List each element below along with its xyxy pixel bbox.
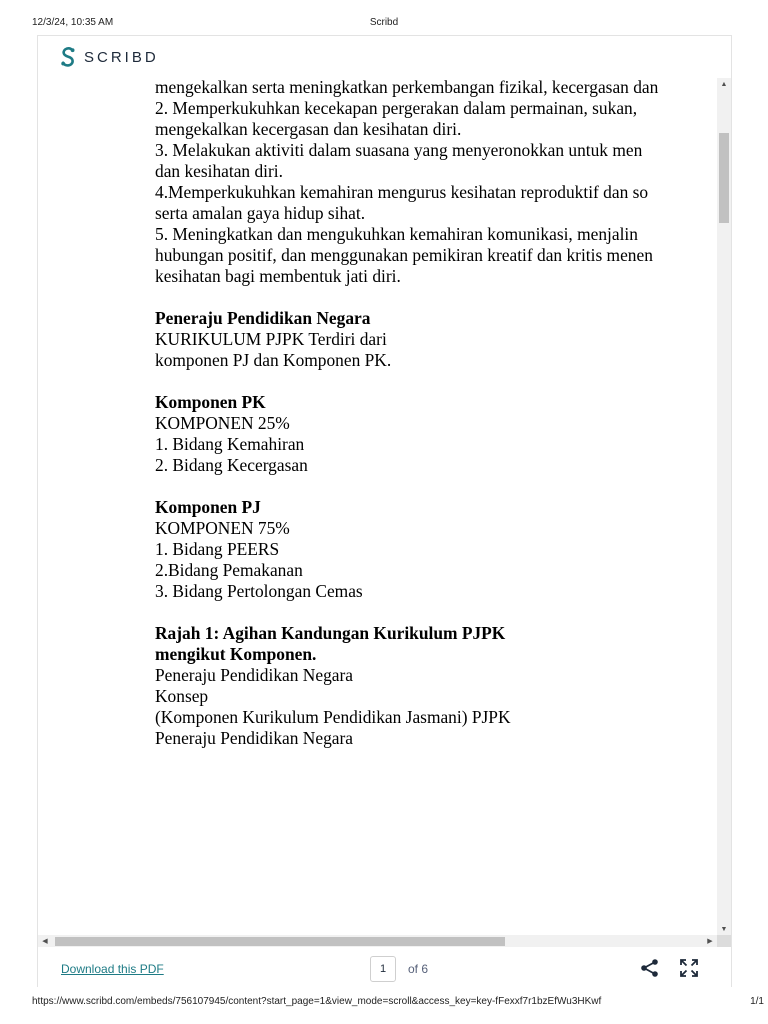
blank-line bbox=[155, 476, 717, 497]
document-line: dan kesihatan diri. bbox=[155, 161, 283, 181]
share-icon bbox=[639, 958, 661, 978]
document-line: 1. Bidang Kemahiran bbox=[155, 434, 305, 454]
document-page bbox=[155, 78, 717, 749]
document-line: Peneraju Pendidikan Negara bbox=[155, 665, 353, 685]
document-viewer[interactable] bbox=[38, 78, 717, 935]
embed-footer bbox=[38, 947, 731, 987]
download-pdf-link[interactable]: Download this PDF bbox=[61, 962, 164, 976]
document-line: 2.Bidang Pemakanan bbox=[155, 560, 303, 580]
page-total: of 6 bbox=[408, 962, 429, 976]
scroll-down-icon[interactable]: ▼ bbox=[720, 925, 728, 933]
page-number-input[interactable]: 1 bbox=[370, 956, 396, 982]
document-heading: mengikut Komponen. bbox=[155, 644, 317, 664]
print-datetime: 12/3/24, 10:35 AM bbox=[32, 17, 114, 28]
scribd-logo[interactable] bbox=[60, 46, 159, 68]
vertical-scroll-thumb[interactable] bbox=[719, 133, 729, 223]
document-heading: Komponen PK bbox=[155, 392, 266, 412]
scroll-up-icon[interactable]: ▲ bbox=[720, 80, 728, 88]
document-line: 2. Bidang Kecergasan bbox=[155, 455, 308, 475]
document-line: serta amalan gaya hidup sihat. bbox=[155, 203, 366, 223]
print-page-count: 1/1 bbox=[750, 996, 764, 1007]
document-line: KOMPONEN 75% bbox=[155, 518, 290, 538]
horizontal-scrollbar[interactable] bbox=[38, 935, 717, 947]
document-line: 2. Memperkukuhkan kecekapan pergerakan dalam permainan, sukan, bbox=[155, 98, 638, 118]
share-button[interactable] bbox=[639, 958, 661, 978]
scroll-left-icon[interactable]: ◀ bbox=[42, 938, 48, 945]
print-title: Scribd bbox=[369, 17, 399, 28]
blank-line bbox=[155, 602, 717, 623]
page-navigator bbox=[370, 956, 428, 982]
document-line: kesihatan bagi membentuk jati diri. bbox=[155, 266, 401, 286]
document-line: 3. Bidang Pertolongan Cemas bbox=[155, 581, 363, 601]
fullscreen-icon bbox=[679, 958, 699, 978]
document-line: 5. Meningkatkan dan mengukuhkan kemahiran komunikasi, menjalin bbox=[155, 224, 638, 244]
scrollbar-corner bbox=[717, 935, 731, 947]
horizontal-scroll-thumb[interactable] bbox=[55, 937, 505, 946]
document-line: KOMPONEN 25% bbox=[155, 413, 290, 433]
scribd-embed bbox=[37, 35, 732, 987]
document-line: 1. Bidang PEERS bbox=[155, 539, 280, 559]
document-line: 4.Memperkukuhkan kemahiran mengurus kesihatan reproduktif dan so bbox=[155, 182, 649, 202]
print-url: https://www.scribd.com/embeds/756107945/content?start_page=1&view_mode=scroll&access_key=key-fFexxf7r1bzEfWu3HKwf bbox=[32, 996, 602, 1007]
document-line: komponen PJ dan Komponen PK. bbox=[155, 350, 392, 370]
scroll-right-icon[interactable]: ▶ bbox=[707, 938, 713, 945]
document-line: mengekalkan serta meningkatkan perkembangan fizikal, kecergasan dan bbox=[155, 78, 659, 97]
document-line: 3. Melakukan aktiviti dalam suasana yang menyeronokkan untuk men bbox=[155, 140, 643, 160]
print-footer bbox=[0, 996, 768, 1010]
document-heading: Peneraju Pendidikan Negara bbox=[155, 308, 371, 328]
document-line: mengekalkan kecergasan dan kesihatan diri. bbox=[155, 119, 462, 139]
vertical-scrollbar[interactable] bbox=[717, 78, 731, 935]
document-heading: Rajah 1: Agihan Kandungan Kurikulum PJPK bbox=[155, 623, 506, 643]
blank-line bbox=[155, 371, 717, 392]
print-header bbox=[0, 17, 768, 31]
scribd-wordmark: SCRIBD bbox=[84, 48, 159, 66]
fullscreen-button[interactable] bbox=[679, 958, 699, 978]
document-line: Peneraju Pendidikan Negara bbox=[155, 728, 353, 748]
blank-line bbox=[155, 287, 717, 308]
document-heading: Komponen PJ bbox=[155, 497, 261, 517]
document-line: hubungan positif, dan menggunakan pemikiran kreatif dan kritis menen bbox=[155, 245, 653, 265]
document-line: Konsep bbox=[155, 686, 209, 706]
embed-header bbox=[38, 36, 731, 78]
scribd-logo-icon bbox=[60, 46, 76, 68]
document-line: (Komponen Kurikulum Pendidikan Jasmani) PJPK bbox=[155, 707, 511, 727]
document-line: KURIKULUM PJPK Terdiri dari bbox=[155, 329, 387, 349]
